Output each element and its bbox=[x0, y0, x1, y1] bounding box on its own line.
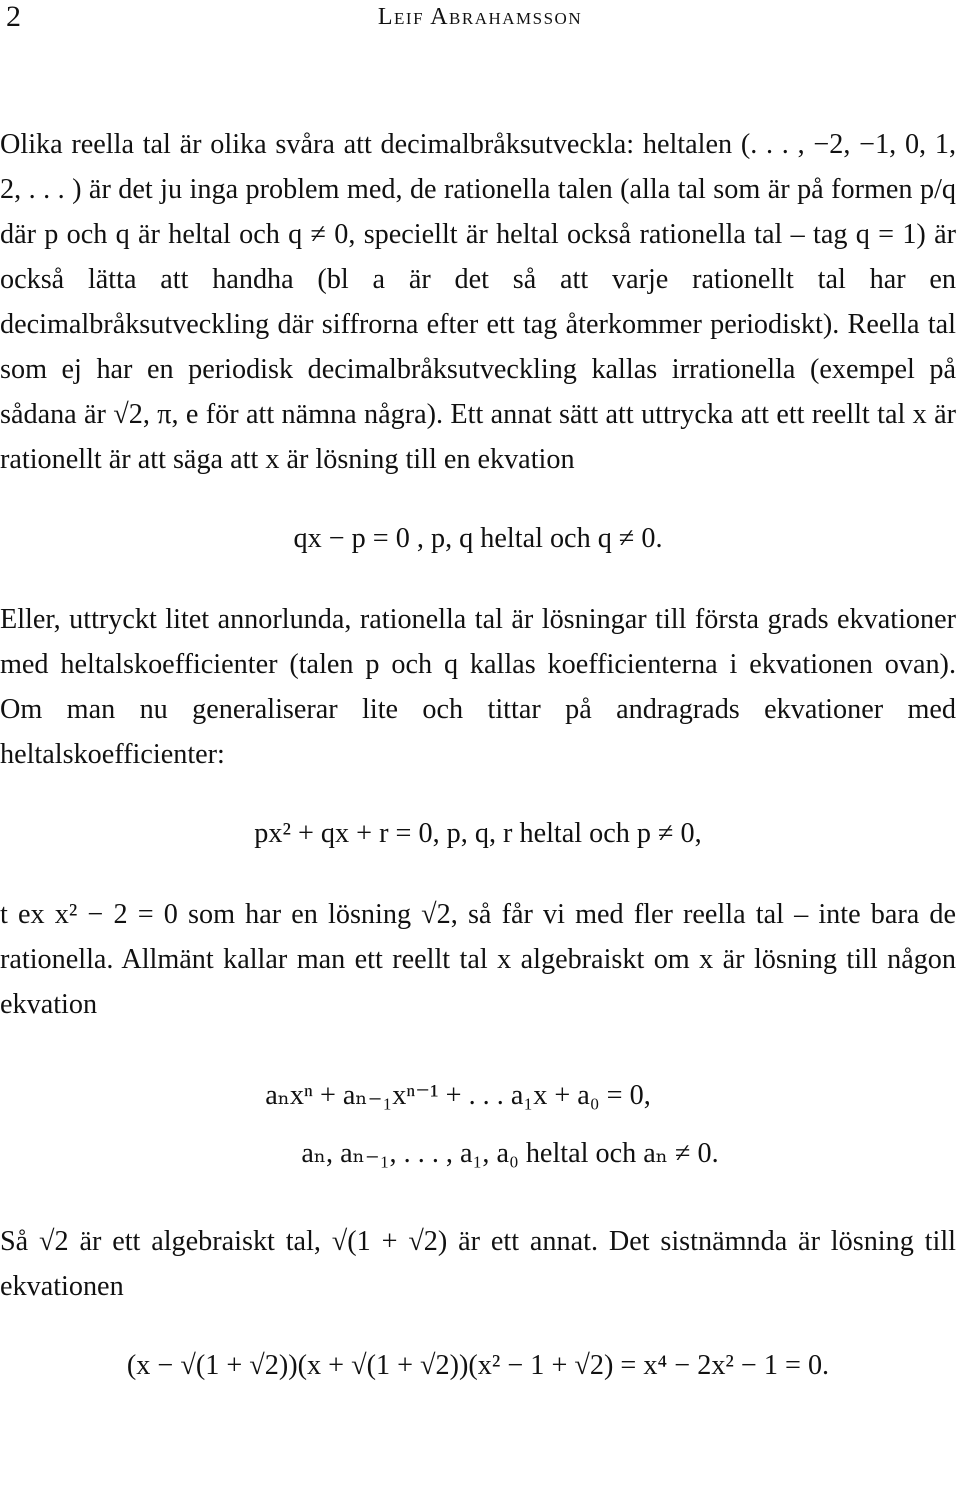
equation-3-line-2: aₙ, aₙ₋₁, . . . , a₁, a₀ heltal och aₙ ≠ 0. bbox=[301, 1138, 719, 1169]
running-head: Leif Abrahamsson bbox=[377, 4, 583, 30]
paragraph-2: Eller, uttryckt litet annorlunda, rationella tal är lösningar till första grads ekvationer med heltalskoefficienter (talen p och q kallas koefficienterna i ekvationen ovan). Om man nu generaliserar lite och tittar på andragrads ekvationer med heltalskoefficienter: bbox=[0, 604, 956, 770]
equation-2: px² + qx + r = 0, p, q, r heltal och p ≠ 0, bbox=[254, 818, 702, 849]
page-header bbox=[0, 0, 960, 40]
paragraph-1: Olika reella tal är olika svåra att decimalbråksutveckla: heltalen (. . . , −2, −1, 0, 1, 2, . . . ) är det ju inga problem med, de rationella talen (alla tal som är på formen p/q där p och q är heltal och q ≠ 0, speciellt är heltal också rationella tal – tag q = 1) är också lätta att handha (bl a är det så att varje rationellt tal har en decimalbråksutveckling där siffrorna efter ett tag återkommer periodiskt). Reella tal som ej har en periodisk decimalbråksutveckling kallas irrationella (exempel på sådana är √2, π, e för att nämna några). Ett annat sätt att uttrycka att ett reellt tal x är rationellt är att säga att x är lösning till en ekvation bbox=[0, 129, 956, 475]
equation-3-line-1: aₙxⁿ + aₙ₋₁xⁿ⁻¹ + . . . a₁x + a₀ = 0, bbox=[265, 1080, 651, 1111]
paragraph-3: t ex x² − 2 = 0 som har en lösning √2, så får vi med fler reella tal – inte bara de rationella. Allmänt kallar man ett reellt tal x algebraiskt om x är lösning till någon ekvation bbox=[0, 899, 956, 1020]
equation-3 bbox=[0, 1067, 956, 1183]
equation-1: qx − p = 0 , p, q heltal och q ≠ 0. bbox=[293, 523, 663, 554]
page-number: 2 bbox=[6, 0, 21, 33]
equation-4: (x − √(1 + √2))(x + √(1 + √2))(x² − 1 + √2) = x⁴ − 2x² − 1 = 0. bbox=[126, 1350, 830, 1381]
article-body bbox=[0, 122, 956, 1424]
paragraph-4: Så √2 är ett algebraiskt tal, √(1 + √2) är ett annat. Det sistnämnda är lösning till ekvationen bbox=[0, 1226, 956, 1302]
